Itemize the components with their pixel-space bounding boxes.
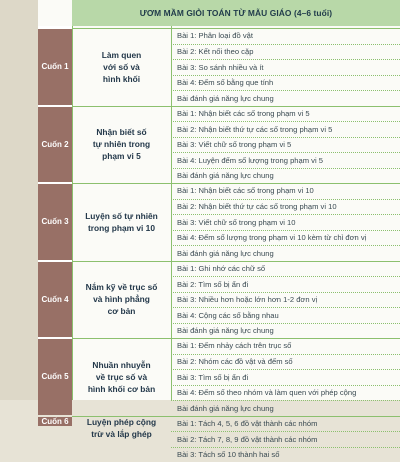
lesson-item: Bài 1: Tách 4, 5, 6 đồ vật thành các nhóm bbox=[171, 416, 400, 432]
lesson-item: Bài 3: So sánh nhiều và ít bbox=[171, 59, 400, 75]
page-margin bbox=[0, 0, 38, 400]
book-topic: Làm quen với số và hình khối bbox=[102, 49, 142, 85]
lesson-item: Bài 3: Tìm số bị ẩn đi bbox=[171, 369, 400, 385]
table-header bbox=[72, 0, 400, 26]
lesson-item: Bài 4: Đếm số theo nhóm và làm quen với phép cộng bbox=[171, 385, 400, 401]
lesson-item: Bài 2: Nhận biết thứ tự các số trong phạm vi 10 bbox=[171, 199, 400, 215]
lesson-item: Bài 2: Tách 7, 8, 9 đồ vật thành các nhóm bbox=[171, 431, 400, 447]
column-divider bbox=[171, 26, 172, 400]
table-title: ƯƠM MẦM GIỎI TOÁN TỪ MẪU GIÁO (4–6 tuổi) bbox=[140, 8, 332, 18]
book-label-cell bbox=[38, 417, 72, 426]
lesson-item: Bài 3: Viết chữ số trong phạm vi 5 bbox=[171, 137, 400, 153]
book-label-cell bbox=[38, 29, 72, 105]
book-label-cell bbox=[38, 184, 72, 260]
lesson-item: Bài 4: Cộng các số bằng nhau bbox=[171, 307, 400, 323]
lesson-item: Bài đánh giá năng lực chung bbox=[171, 245, 400, 261]
book-label: Cuốn 1 bbox=[41, 62, 68, 71]
lesson-item: Bài đánh giá năng lực chung bbox=[171, 323, 400, 339]
book-label-cell bbox=[38, 339, 72, 415]
lesson-item: Bài 1: Ghi nhớ các chữ số bbox=[171, 261, 400, 277]
book-label: Cuốn 6 bbox=[41, 417, 68, 426]
book-topic-cell bbox=[72, 416, 171, 440]
book-topic: Nhuần nhuyễn về trục số và hình khối cơ bản bbox=[88, 359, 155, 395]
lesson-item: Bài 1: Nhận biết các số trong phạm vi 5 bbox=[171, 106, 400, 122]
lesson-item: Bài 3: Tách số 10 thành hai số bbox=[171, 447, 400, 462]
book-label: Cuốn 3 bbox=[41, 217, 68, 226]
lesson-item: Bài đánh giá năng lực chung bbox=[171, 168, 400, 184]
lesson-item: Bài 2: Tìm số bị ẩn đi bbox=[171, 276, 400, 292]
lesson-item: Bài 4: Đếm số lượng trong phạm vi 10 kèm từ chỉ đơn vị bbox=[171, 230, 400, 246]
book-topic: Luyện phép cộng trừ và lắp ghép bbox=[87, 416, 156, 440]
lesson-item: Bài 4: Luyện đếm số lượng trong phạm vi 5 bbox=[171, 152, 400, 168]
lesson-item: Bài đánh giá năng lực chung bbox=[171, 90, 400, 106]
lesson-item: Bài 2: Nhận biết thứ tự các số trong phạm vi 5 bbox=[171, 121, 400, 137]
book-topic-cell bbox=[72, 338, 171, 416]
book-label-cell bbox=[38, 262, 72, 338]
book-label: Cuốn 2 bbox=[41, 140, 68, 149]
book-topic: Nắm kỹ về trục số và hình phẳng cơ bản bbox=[86, 281, 158, 317]
lesson-item: Bài 2: Nhóm các đồ vật và đếm số bbox=[171, 354, 400, 370]
book-topic-cell bbox=[72, 261, 171, 339]
book-topic: Nhận biết số tự nhiên trong phạm vi 5 bbox=[93, 126, 150, 162]
book-topic-cell bbox=[72, 183, 171, 261]
lesson-item: Bài 1: Đếm nhảy cách trên trục số bbox=[171, 338, 400, 354]
book-topic: Luyện số tự nhiên trong phạm vi 10 bbox=[85, 210, 158, 234]
lesson-item: Bài 2: Kết nối theo cặp bbox=[171, 44, 400, 60]
column-divider bbox=[72, 26, 73, 400]
book-label-cell bbox=[38, 107, 72, 183]
lesson-item: Bài 3: Viết chữ số trong phạm vi 10 bbox=[171, 214, 400, 230]
lesson-item: Bài 4: Đếm số bằng que tính bbox=[171, 75, 400, 91]
book-label: Cuốn 5 bbox=[41, 372, 68, 381]
lesson-item: Bài 3: Nhiều hơn hoặc lớn hơn 1-2 đơn vị bbox=[171, 292, 400, 308]
book-topic-cell bbox=[72, 106, 171, 184]
lesson-item: Bài đánh giá năng lực chung bbox=[171, 400, 400, 416]
lesson-item: Bài 1: Phân loại đồ vật bbox=[171, 28, 400, 44]
header-blank-cell bbox=[38, 0, 72, 26]
book-label: Cuốn 4 bbox=[41, 295, 68, 304]
lesson-item: Bài 1: Nhận biết các số trong phạm vi 10 bbox=[171, 183, 400, 199]
book-topic-cell bbox=[72, 28, 171, 106]
